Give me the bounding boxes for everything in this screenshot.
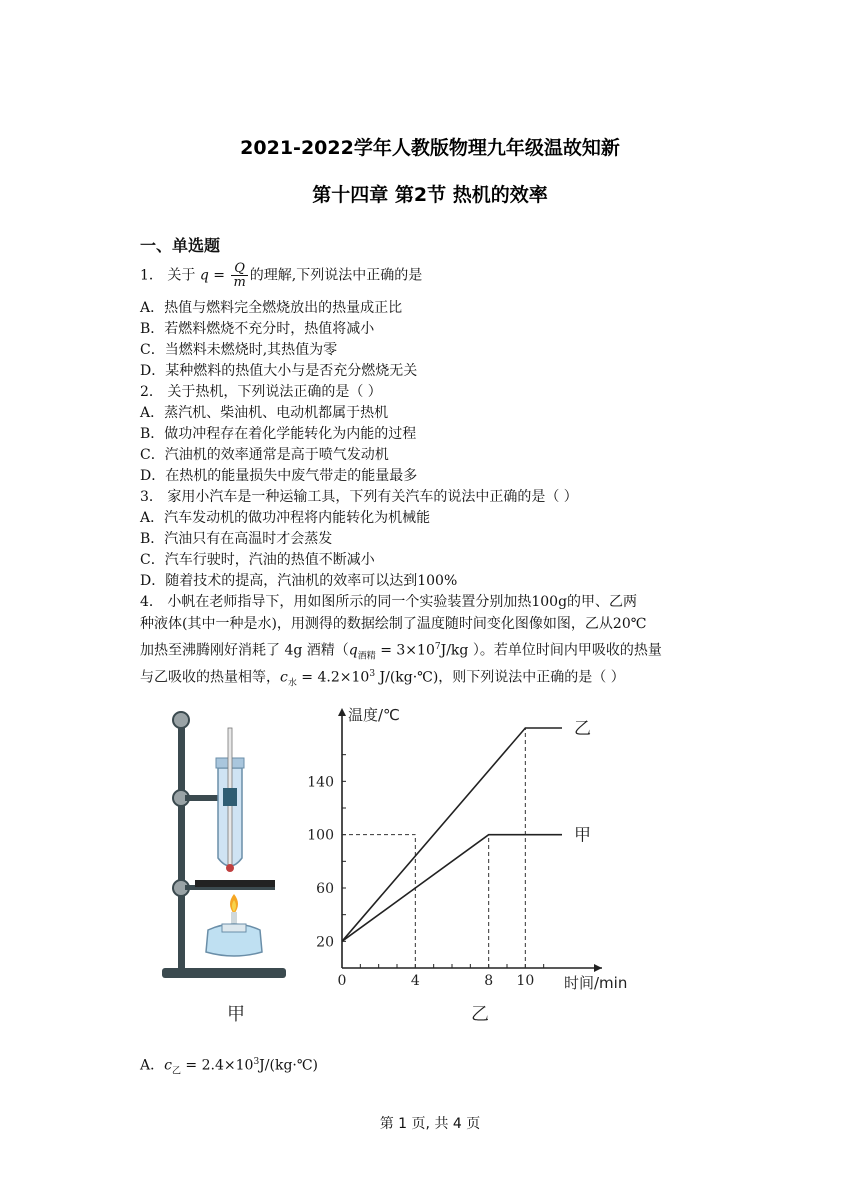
text: J/kg ）。若单位时间内甲吸收的热量	[440, 642, 662, 659]
figure-caption-right: 乙	[471, 1004, 489, 1025]
option[interactable]: C．当燃料未燃烧时,其热值为零	[140, 342, 338, 358]
superscript: 3	[253, 1057, 260, 1067]
text: = 4.2×10	[296, 669, 370, 686]
text: = 3×10	[375, 642, 435, 659]
text: J/(kg·℃)	[259, 1057, 318, 1074]
subscript: 水	[287, 678, 297, 689]
document-title: 2021-2022学年人教版物理九年级温故知新	[240, 137, 620, 159]
y-tick-label: 100	[307, 827, 334, 844]
question-4-line	[140, 637, 662, 666]
option[interactable]: D．在热机的能量损失中废气带走的能量最多	[140, 468, 418, 484]
option[interactable]: B．若燃料燃烧不充分时，热值将减小	[140, 321, 375, 337]
figure-caption-left: 甲	[227, 1004, 245, 1025]
lamp-neck	[222, 924, 246, 932]
superscript: 3	[369, 669, 376, 679]
option[interactable]: A．汽车发动机的做功冲程将内能转化为机械能	[140, 510, 431, 526]
superscript: 7	[434, 642, 441, 652]
y-axis-label: 温度/℃	[348, 706, 400, 724]
x-axis-label: 时间/min	[564, 974, 628, 992]
experiment-figure	[150, 698, 630, 1038]
x-tick-label: 10	[516, 973, 535, 989]
stand-rod	[178, 712, 185, 972]
clamp-knob-icon	[173, 712, 189, 728]
text: = 2.4×10	[180, 1057, 254, 1074]
question-text: 的理解,下列说法中正确的是	[249, 267, 423, 284]
option[interactable]: A．蒸汽机、柴油机、电动机都属于热机	[140, 405, 389, 421]
thermometer-bulb	[226, 864, 234, 872]
question-1	[140, 262, 422, 289]
option[interactable]: D．某种燃料的热值大小与是否充分燃烧无关	[140, 363, 418, 379]
subscript: 酒精	[357, 651, 376, 662]
x-tick-label: 0	[337, 973, 347, 989]
var-c: c	[164, 1057, 172, 1074]
formula-fraction	[231, 262, 247, 289]
text: J/(kg·℃)，则下列说法中正确的是（ ）	[375, 669, 625, 686]
var-q: q	[348, 642, 358, 659]
option[interactable]: B．做功冲程存在着化学能转化为内能的过程	[140, 426, 417, 442]
wire-gauze	[195, 880, 275, 887]
x-tick-label: 8	[484, 973, 494, 989]
question-number: 1．	[140, 267, 163, 284]
series-label: 甲	[574, 825, 591, 846]
option[interactable]: D．随着技术的提高，汽油机的效率可以达到100%	[140, 573, 458, 589]
option[interactable]	[140, 1052, 318, 1081]
x-axis-arrow-icon	[594, 964, 602, 972]
option[interactable]: A．热值与燃料完全燃烧放出的热量成正比	[140, 300, 403, 316]
question-2: 2． 关于热机，下列说法正确的是（ ）	[140, 384, 382, 400]
fraction-numerator: Q	[231, 262, 247, 276]
temperature-time-chart	[307, 706, 627, 992]
tube-clamp	[223, 788, 237, 806]
question-4-line: 4． 小帆在老师指导下，用如图所示的同一个实验装置分别加热100g的甲、乙两	[140, 594, 638, 610]
option-label: A．	[140, 1057, 165, 1074]
x-tick-label: 4	[410, 973, 420, 989]
series-line-jia	[342, 835, 562, 942]
var-c: c	[280, 669, 288, 686]
question-4-line	[140, 664, 625, 693]
chapter-title: 第十四章 第2节 热机的效率	[312, 184, 548, 206]
y-axis-arrow-icon	[338, 708, 346, 716]
y-tick-label: 60	[316, 881, 334, 897]
fraction-denominator: m	[233, 275, 246, 290]
text: 与乙吸收的热量相等，	[140, 669, 280, 686]
formula-lhs: q =	[199, 267, 225, 284]
option[interactable]: B．汽油只有在高温时才会蒸发	[140, 531, 333, 547]
section-heading: 一、单选题	[140, 236, 221, 255]
text: 加热至沸腾刚好消耗了 4g 酒精（	[140, 642, 349, 659]
page-footer: 第 1 页, 共 4 页	[379, 1116, 481, 1132]
subscript: 乙	[171, 1066, 181, 1077]
y-tick-label: 20	[316, 934, 334, 951]
lab-apparatus-illustration	[162, 712, 286, 1025]
series-label: 乙	[574, 719, 591, 739]
question-4-line: 种液体(其中一种是水)，用测得的数据绘制了温度随时间变化图像如图，乙从20℃	[140, 616, 647, 632]
question-3: 3． 家用小汽车是一种运输工具，下列有关汽车的说法中正确的是（ ）	[140, 489, 578, 505]
option[interactable]: C．汽油机的效率通常是高于喷气发动机	[140, 447, 389, 463]
question-text: 关于	[167, 267, 196, 284]
option[interactable]: C．汽车行驶时，汽油的热值不断减小	[140, 552, 375, 568]
y-tick-label: 140	[307, 774, 334, 791]
